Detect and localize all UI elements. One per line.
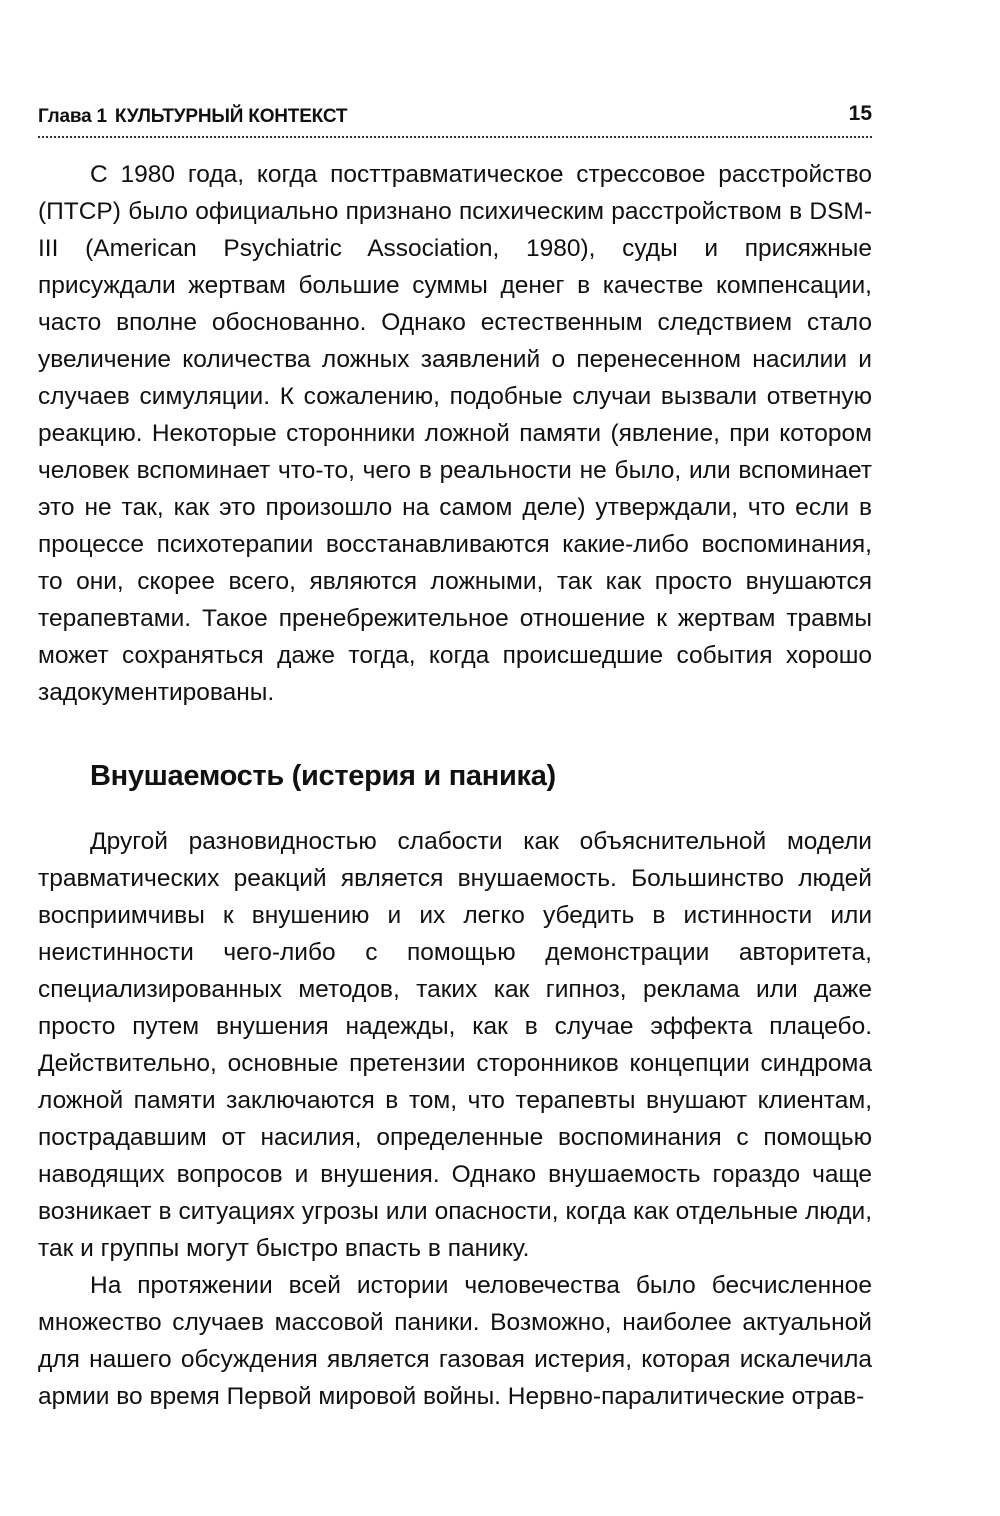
chapter-label [38,106,347,128]
book-page [38,0,872,1516]
running-header [38,102,872,138]
section-text [38,823,872,1415]
chapter-number: Глава 1 [38,106,107,127]
paragraph: На протяжении всей истории человечества было бесчисленное множество случаев массовой паники. Возможно, наиболее актуальной для нашего обсуждения является газовая истерия, которая искалечила армии во время Первой мировой войны. Нервно-паралитические отрав- [38,1272,872,1410]
paragraph: Другой разновидностью слабости как объяснительной модели травматических реакций является внушаемость. Большинство людей восприимчивы к внушению и их легко убедить в истинности или неистинности чего-либо с помощью демонстрации авторитета, специализированных методов, таких как гипноз, реклама или даже просто путем внушения надежды, как в случае эффекта плацебо. Действительно, основные претензии сторонников концепции синдрома ложной памяти заключаются в том, что терапевты внушают клиентам, пострадавшим от насилия, определенные воспоминания с помощью наводящих вопросов и внушения. Однако внушаемость гораздо чаще возникает в ситуациях угрозы или опасности, когда как отдельные люди, так и группы могут быстро впасть в панику. [38,828,872,1262]
chapter-title: КУЛЬТУРНЫЙ КОНТЕКСТ [114,106,348,127]
intro-text [38,156,872,711]
section-heading: Внушаемость (истерия и паника) [90,760,556,792]
page-number: 15 [848,102,872,125]
paragraph: С 1980 года, когда посттравматическое стрессовое расстройство (ПТСР) было официально признано психическим расстройством в DSM-III (American Psychiatric Association, 1980), суды и присяжные присуждали жертвам большие суммы денег в качестве компенсации, часто вполне обоснованно. Однако естественным следствием стало увеличение количества ложных заявлений о перенесенном насилии и случаев симуляции. К сожалению, подобные случаи вызвали ответную реакцию. Некоторые сторонники ложной памяти (явление, при котором человек вспоминает что-то, чего в реальности не было, или вспоминает это не так, как это произошло на самом деле) утверждали, что если в процессе психотерапии восстанавливаются какие-либо воспоминания, то они, скорее всего, являются ложными, так как просто внушаются терапевтами. Такое пренебрежительное отношение к жертвам травмы может сохраняться даже тогда, когда происшедшие события хорошо задокументированы. [38,161,872,706]
